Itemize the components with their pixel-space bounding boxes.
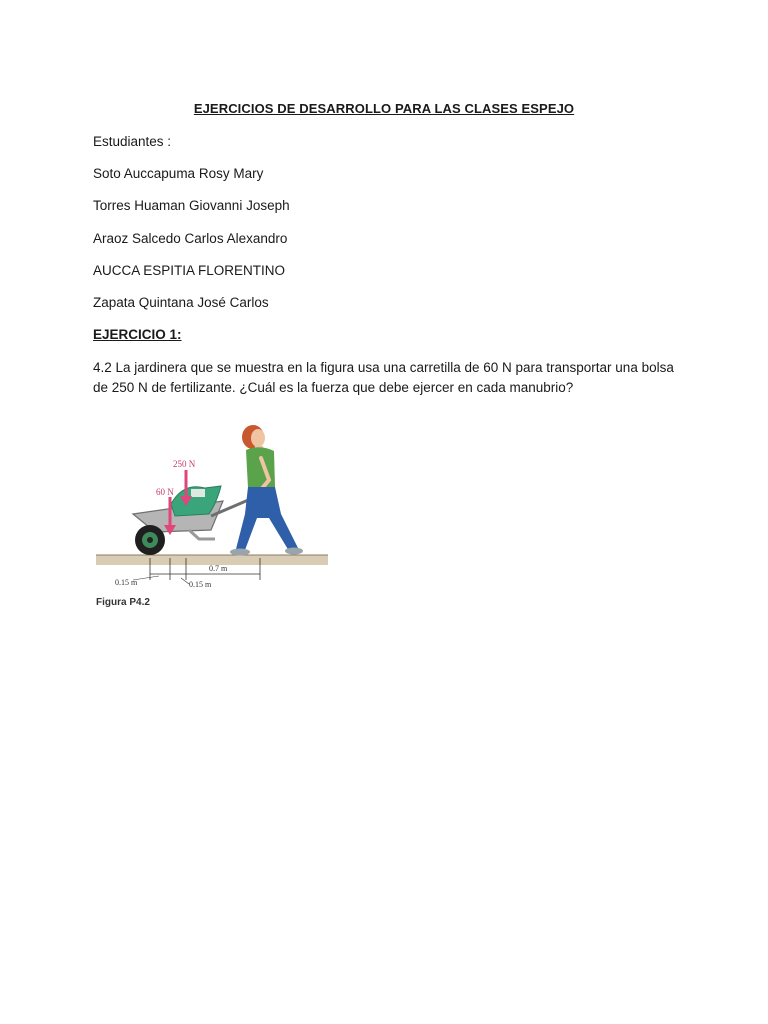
wheel-axle: [147, 537, 153, 543]
dim-label-1: 0.15 m: [115, 578, 138, 587]
wheelbarrow-leg: [189, 530, 215, 539]
person-face: [251, 429, 265, 447]
person-pants: [236, 487, 298, 551]
person-shoe-right: [285, 548, 303, 555]
dim-label-2: 0.15 m: [189, 580, 212, 589]
student-name: Araoz Salcedo Carlos Alexandro: [93, 231, 288, 246]
student-name: Torres Huaman Giovanni Joseph: [93, 198, 290, 213]
problem-statement: 4.2 La jardinera que se muestra en la figura usa una carretilla de 60 N para transportar una bolsa de 250 N de fertilizante. ¿Cuál es la fuerza que debe ejercer en cada manubrio?: [93, 360, 674, 395]
dim-leader: [181, 578, 189, 584]
bag-label: [191, 489, 205, 497]
figure-caption: Figura P4.2: [96, 597, 150, 608]
person-shoe-left: [230, 549, 250, 556]
force-label-barrow: 60 N: [156, 487, 174, 497]
student-name: AUCCA ESPITIA FLORENTINO: [93, 263, 286, 278]
student-name: Zapata Quintana José Carlos: [93, 295, 269, 310]
student-name: Soto Auccapuma Rosy Mary: [93, 166, 264, 181]
force-label-bag: 250 N: [173, 459, 196, 469]
document-title: EJERCICIOS DE DESARROLLO PARA LAS CLASES ESPEJO: [193, 101, 575, 116]
dim-label-3: 0.7 m: [209, 564, 228, 573]
person-shirt: [246, 447, 275, 488]
students-label: Estudiantes :: [93, 134, 172, 149]
wheelbarrow-illustration: [93, 418, 331, 596]
exercise-heading: EJERCICIO 1:: [93, 327, 182, 342]
wheelbarrow-figure: [93, 418, 331, 614]
